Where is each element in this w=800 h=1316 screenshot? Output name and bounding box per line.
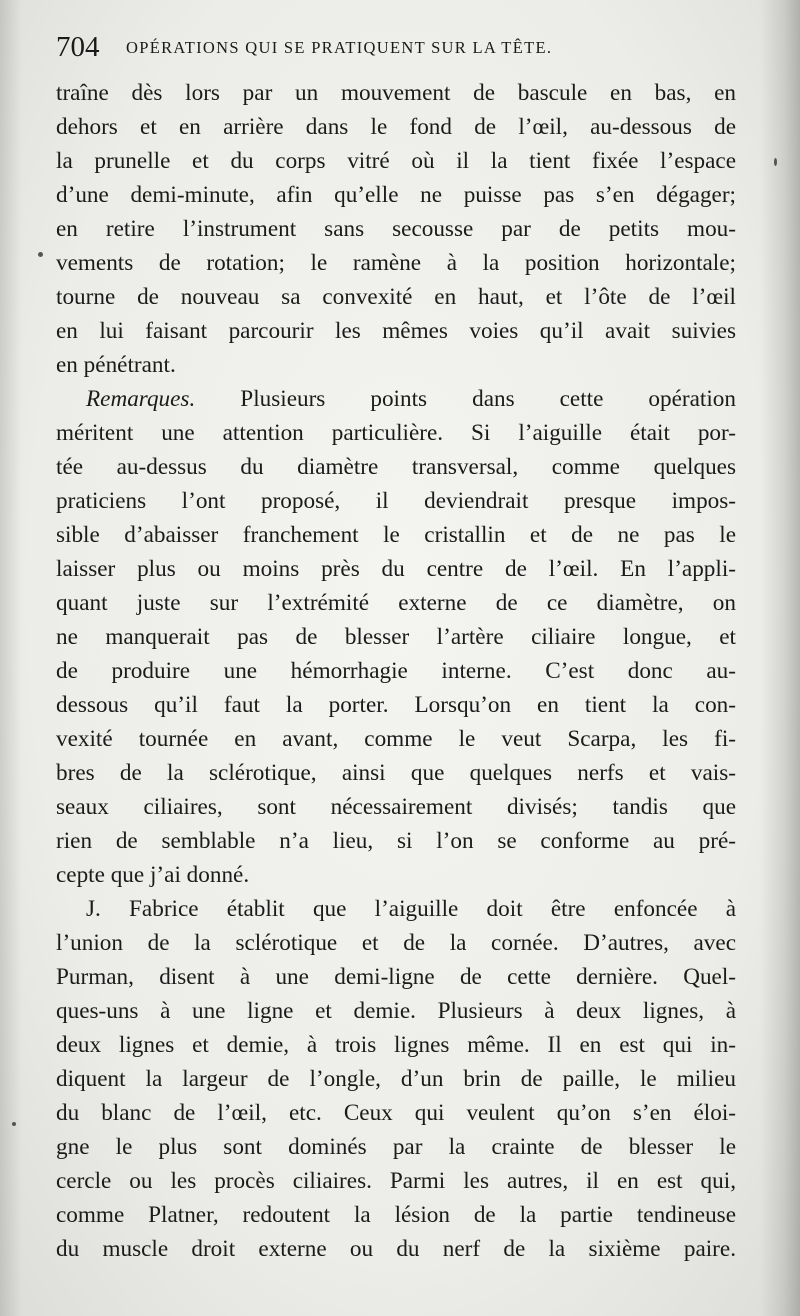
text-line: seaux ciliaires, sont nécessairement divisés; tandis que [56, 794, 736, 820]
text-line: traîne dès lors par un mouvement de bascule en bas, en [56, 80, 736, 106]
page-gutter-shadow [760, 0, 800, 1316]
text-line: l’union de la sclérotique et de la cornée. D’autres, avec [56, 930, 736, 956]
text-line: gne le plus sont dominés par la crainte de blesser le [56, 1134, 736, 1160]
text-line: J. Fabrice établit que l’aiguille doit être enfoncée à [86, 896, 736, 922]
running-title: OPÉRATIONS QUI SE PRATIQUENT SUR LA TÊTE. [126, 38, 553, 57]
running-head [56, 32, 746, 62]
remarques-label: Remarques. [86, 386, 196, 412]
text-line: vexité tournée en avant, comme le veut Scarpa, les fi- [56, 726, 736, 752]
text-line: du muscle droit externe ou du nerf de la sixième paire. [56, 1236, 736, 1262]
text-line: méritent une attention particulière. Si l’aiguille était por- [56, 420, 736, 446]
text-line: cercle ou les procès ciliaires. Parmi les autres, il en est qui, [56, 1168, 736, 1194]
page-left-edge-shadow [0, 0, 22, 1316]
text-line: du blanc de l’œil, etc. Ceux qui veulent qu’on s’en éloi- [56, 1100, 736, 1126]
body-text [56, 76, 736, 1266]
text-line: bres de la sclérotique, ainsi que quelques nerfs et vais- [56, 760, 736, 786]
remarques-first-line [56, 382, 736, 416]
text-line: la prunelle et du corps vitré où il la tient fixée l’espace [56, 148, 736, 174]
text-line: en pénétrant. [56, 352, 176, 378]
text-line: laisser plus ou moins près du centre de l’œil. En l’appli- [56, 556, 736, 582]
text-line: diquent la largeur de l’ongle, d’un brin de paille, le milieu [56, 1066, 736, 1092]
text-line: dessous qu’il faut la porter. Lorsqu’on en tient la con- [56, 692, 736, 718]
remarques-rest: Plusieurs points dans cette opération [195, 386, 736, 412]
text-line: ques-uns à une ligne et demie. Plusieurs à deux lignes, à [56, 998, 736, 1024]
text-line: dehors et en arrière dans le fond de l’œil, au-dessous de [56, 114, 736, 140]
page-number: 704 [56, 31, 100, 63]
text-line: sible d’abaisser franchement le cristallin et de ne pas le [56, 522, 736, 548]
text-line: praticiens l’ont proposé, il deviendrait presque impos- [56, 488, 736, 514]
text-line: en lui faisant parcourir les mêmes voies qu’il avait suivies [56, 318, 736, 344]
text-line: ne manquerait pas de blesser l’artère ciliaire longue, et [56, 624, 736, 650]
paper-speck [12, 1122, 16, 1126]
text-line: vements de rotation; le ramène à la position horizontale; [56, 250, 736, 276]
paper-speck [38, 252, 43, 257]
text-line: comme Platner, redoutent la lésion de la partie tendineuse [56, 1202, 736, 1228]
text-line: quant juste sur l’extrémité externe de ce diamètre, on [56, 590, 736, 616]
text-line: tourne de nouveau sa convexité en haut, et l’ôte de l’œil [56, 284, 736, 310]
text-line: en retire l’instrument sans secousse par de petits mou- [56, 216, 736, 242]
text-line: de produire une hémorrhagie interne. C’est donc au- [56, 658, 736, 684]
text-line: Purman, disent à une demi-ligne de cette dernière. Quel- [56, 964, 736, 990]
text-line: deux lignes et demie, à trois lignes même. Il en est qui in- [56, 1032, 736, 1058]
text-line: rien de semblable n’a lieu, si l’on se conforme au pré- [56, 828, 736, 854]
text-line: d’une demi-minute, afin qu’elle ne puisse pas s’en dégager; [56, 182, 736, 208]
paper-speck [774, 158, 777, 166]
text-line: cepte que j’ai donné. [56, 862, 250, 888]
text-line: tée au-dessus du diamètre transversal, comme quelques [56, 454, 736, 480]
